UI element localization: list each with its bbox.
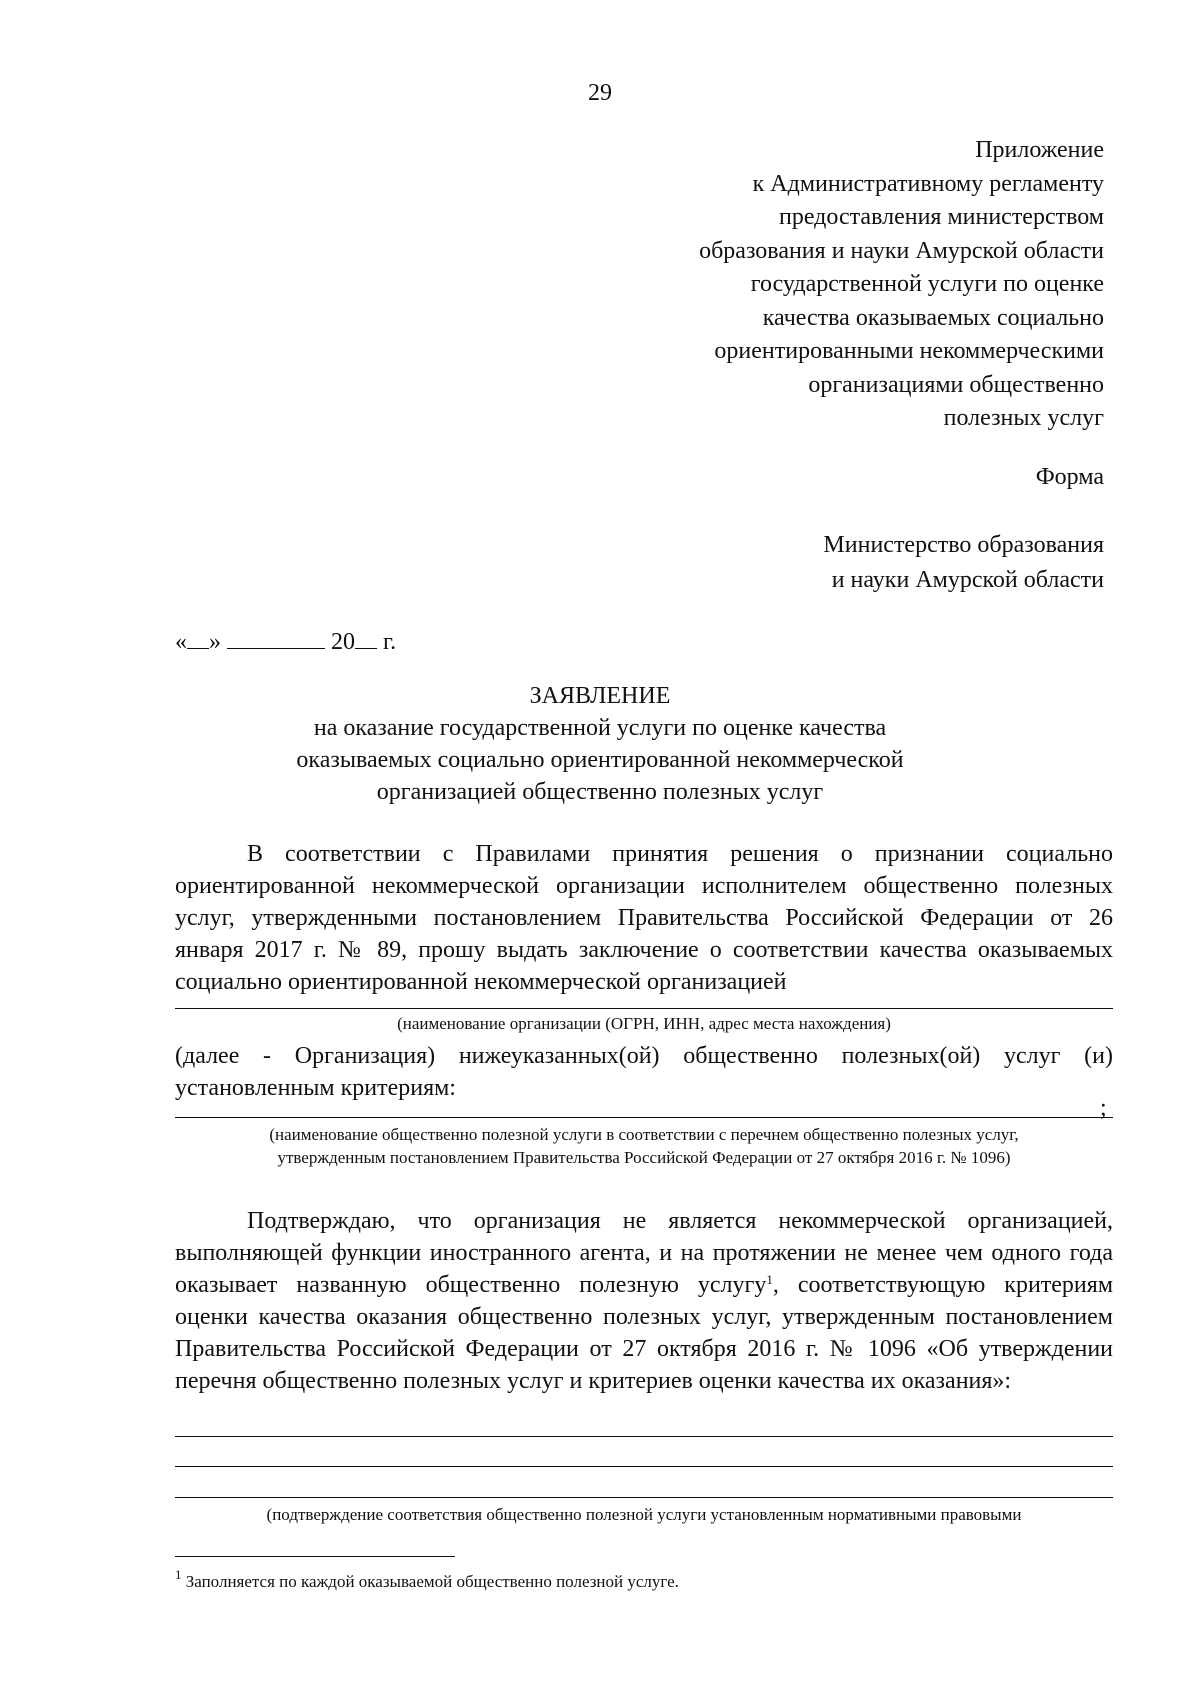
paragraph-confirmation-tail: , соответствующую критериям оценки качества оказания общественно полезных услуг, утвержденным постановлением Правительства Российской Федерации от 27 октября 2016 г. № 1096 «Об утверждении перечня общественно полезных услуг и критериев оценки качества их оказания»: [175, 1272, 1114, 1394]
confirmation-line-2[interactable] [175, 1466, 1113, 1467]
footnote [175, 1567, 679, 1592]
paragraph-request-text: В соответствии с Правилами принятия решения о признании социально ориентированной некоммерческой организации исполнителем общественно полезных услуг, утвержденными постановлением Правительства Российской Федерации от 26 января 2017 г. № 89, прошу выдать заключение о соответствии качества оказываемых социально ориентированной некоммерческой организацией [175, 841, 1113, 995]
page-number: 29 [588, 80, 612, 106]
appendix-line: предоставления министерством [779, 204, 1104, 230]
footnote-text: Заполняется по каждой оказываемой общественно полезной услуге. [185, 1572, 679, 1591]
footnote-mark: 1 [175, 1567, 182, 1582]
year-blank[interactable] [355, 626, 377, 649]
paragraph-confirmation-text: Подтверждаю, что организация не является некоммерческой организацией, выполняющей функции иностранного агента, и на протяжении не менее чем одного года оказывает названную общественно полезную услугу [175, 1208, 1113, 1298]
appendix-line: государственной услуги по оценке [750, 271, 1104, 297]
service-caption [175, 1123, 1113, 1169]
footnote-ref: 1 [766, 1272, 773, 1287]
semicolon: ; [1100, 1095, 1107, 1121]
appendix-line: к Административному регламенту [752, 170, 1104, 197]
service-caption-line: утвержденным постановлением Правительства Российской Федерации от 27 октября 2016 г. № 1096) [277, 1148, 1011, 1167]
service-caption-line: (наименование общественно полезной услуги в соответствии с перечнем общественно полезных услуг, [269, 1125, 1019, 1144]
appendix-line: ориентированными некоммерческими [714, 338, 1104, 364]
year-prefix: 20 [331, 629, 355, 655]
confirmation-line-1[interactable] [175, 1436, 1113, 1437]
day-blank[interactable] [187, 626, 209, 649]
organization-name-line[interactable] [175, 1008, 1113, 1009]
paragraph-criteria: (далее - Организация) нижеуказанных(ой) общественно полезных(ой) услуг (и) установленным критериям: [175, 1043, 1113, 1101]
organization-caption: (наименование организации (ОГРН, ИНН, адрес места нахождения) [397, 1014, 891, 1033]
addressee-line: Министерство образования [823, 532, 1104, 558]
title-heading: ЗАЯВЛЕНИЕ [529, 683, 671, 709]
date-quote-open: « [175, 629, 187, 655]
confirmation-caption: (подтверждение соответствия общественно полезной услуги установленным нормативными правовыми [266, 1505, 1022, 1524]
date-line [175, 626, 396, 656]
month-blank[interactable] [227, 626, 325, 649]
appendix-line: Приложение [975, 137, 1104, 163]
service-name-line[interactable] [175, 1117, 1113, 1118]
footnote-separator [175, 1556, 455, 1557]
appendix-line: образования и науки Амурской области [699, 237, 1104, 264]
appendix-line: организациями общественно [808, 371, 1104, 398]
appendix-line: качества оказываемых социально [762, 304, 1104, 331]
document-title [0, 680, 1200, 808]
title-line: на оказание государственной услуги по оценке качества [313, 715, 887, 741]
title-line: организацией общественно полезных услуг [376, 779, 824, 805]
form-label: Форма [1035, 464, 1104, 490]
addressee-line: и науки Амурской области [831, 567, 1104, 593]
title-line: оказываемых социально ориентированной некоммерческой [296, 747, 904, 773]
paragraph-confirmation [175, 1205, 1113, 1397]
addressee [823, 528, 1104, 598]
paragraph-request [175, 838, 1113, 998]
date-quote-close: » [209, 629, 221, 655]
confirmation-line-3[interactable] [175, 1497, 1113, 1498]
appendix-line: полезных услуг [943, 405, 1104, 431]
appendix-header [544, 134, 1104, 436]
year-suffix: г. [383, 629, 397, 655]
